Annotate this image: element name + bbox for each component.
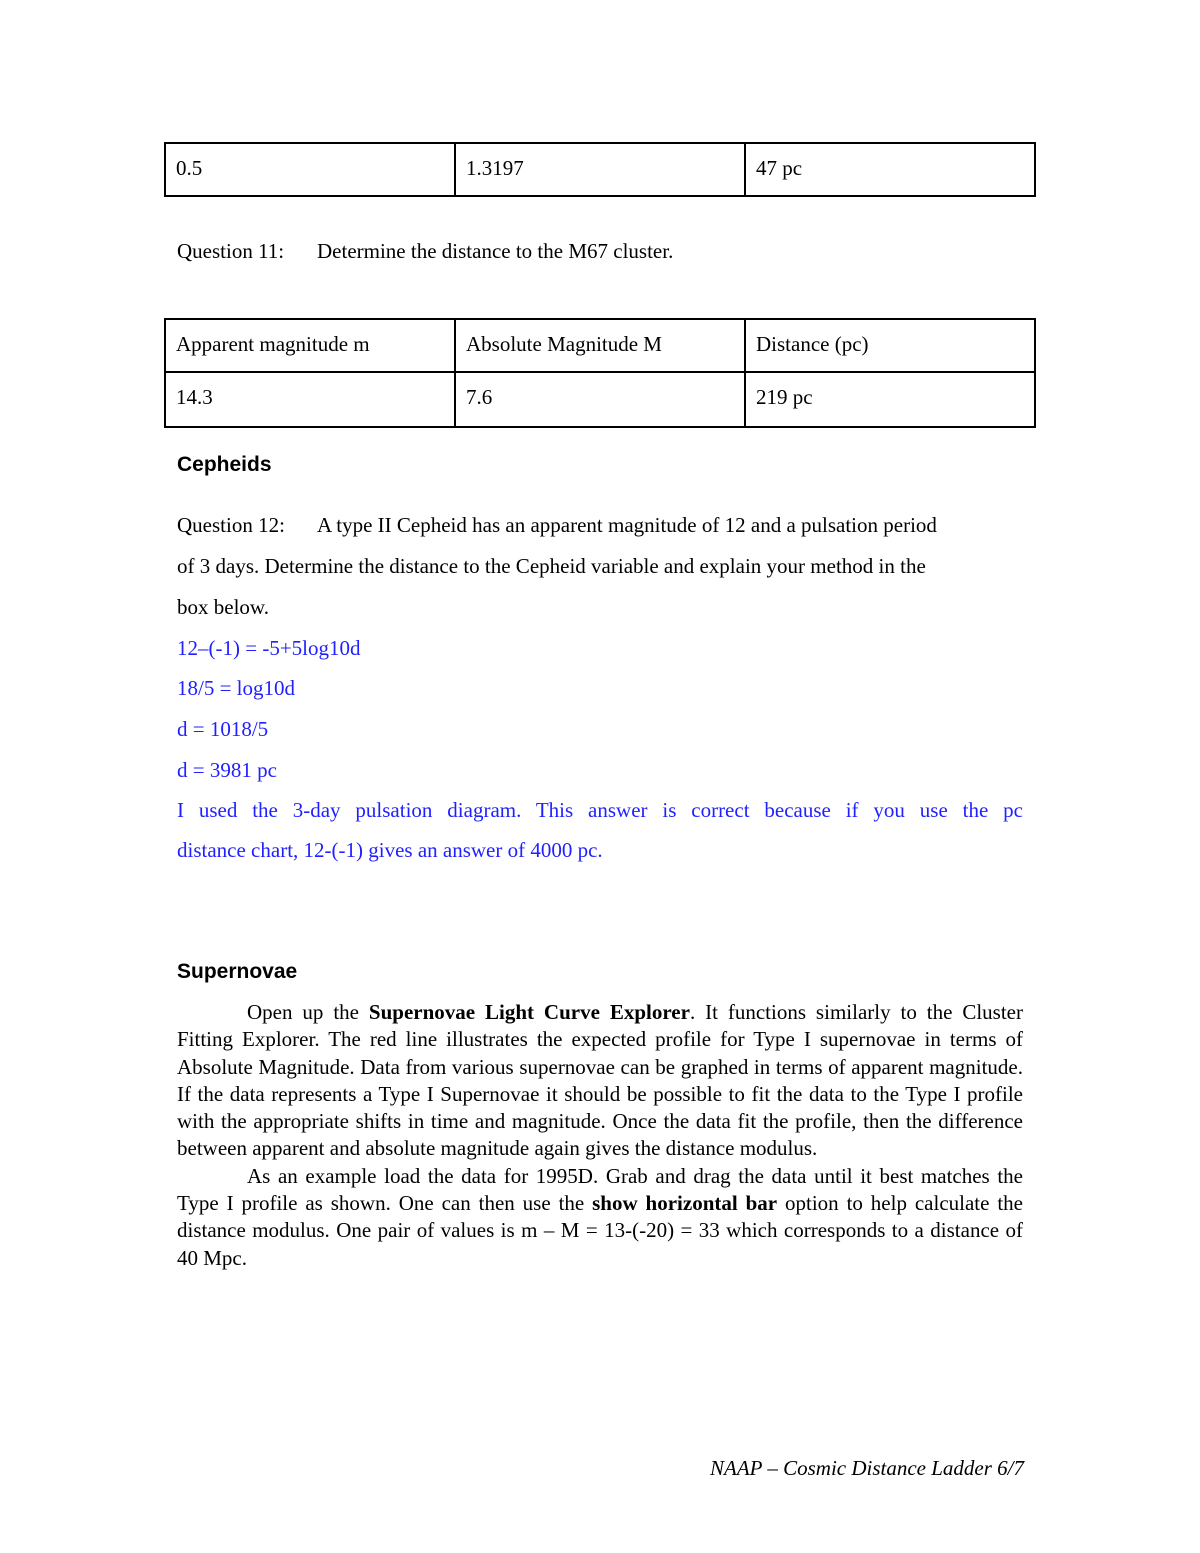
answer-line: distance chart, 12-(-1) gives an answer of 4000 pc.: [177, 838, 603, 862]
question-12-line: [177, 513, 937, 538]
question-12-line: box below.: [177, 595, 269, 619]
answer-line: 12–(-1) = -5+5log10d: [177, 636, 361, 660]
table-row: [165, 372, 1035, 427]
answer-line: d = 3981 pc: [177, 758, 277, 782]
answer-line: d = 1018/5: [177, 717, 269, 741]
table-cell: 219 pc: [745, 372, 1035, 427]
paragraph: As an example load the data for 1995D. Grab and drag the data until it best matches the Type I profile as shown. One can then use the show horizontal bar option to help calculate the distance modulus. One pair of values is m – M = 13-(-20) = 33 which corresponds to a distance of 40 Mpc.: [177, 1163, 1024, 1270]
option-name: show horizontal bar: [592, 1191, 778, 1216]
explorer-name: Supernovae Light Curve Explorer: [368, 1000, 690, 1024]
question-12-line: of 3 days. Determine the distance to the Cepheid variable and explain your method in the: [177, 554, 926, 578]
section-heading-cepheids: Cepheids: [177, 453, 272, 476]
answer-line: 18/5 = log10d: [177, 676, 296, 700]
question-label: Question 11:: [177, 239, 285, 263]
column-header: Apparent magnitude m: [165, 319, 455, 372]
answer-line: I used the 3-day pulsation diagram. This answer is correct because if you use the pc: [177, 798, 1023, 822]
question-text: A type II Cepheid has an apparent magnitude of 12 and a pulsation period: [317, 513, 937, 537]
section-heading-supernovae: Supernovae: [177, 960, 298, 983]
results-table-partial: [164, 142, 1036, 197]
column-header: Distance (pc): [745, 319, 1035, 372]
table-cell: 47 pc: [745, 143, 1035, 196]
table-cell: 0.5: [165, 143, 455, 196]
paragraph: Open up the Supernovae Light Curve Explorer. It functions similarly to the Cluster Fitting Explorer. The red line illustrates the expected profile for Type I supernovae in terms of Absolute Magnitude. Data from various supernovae can be graphed in terms of apparent magnitude. If the data represents a Type I Supernovae it should be possible to fit the data to the Type I profile with the appropriate shifts in time and magnitude. Once the data fit the profile, then the difference between apparent and absolute magnitude again gives the distance modulus.: [177, 1000, 1023, 1161]
table-cell: 7.6: [455, 372, 745, 427]
question-text: Determine the distance to the M67 cluster.: [317, 239, 674, 263]
table-header-row: [165, 319, 1035, 372]
m67-distance-table: [164, 318, 1036, 428]
table-row: [165, 143, 1035, 196]
column-header: Absolute Magnitude M: [455, 319, 745, 372]
page-footer: NAAP – Cosmic Distance Ladder 6/7: [709, 1456, 1024, 1480]
table-cell: 1.3197: [455, 143, 745, 196]
question-label: Question 12:: [177, 513, 285, 537]
question-11: [177, 239, 673, 264]
table-cell: 14.3: [165, 372, 455, 427]
supernovae-body: [177, 999, 1023, 1272]
